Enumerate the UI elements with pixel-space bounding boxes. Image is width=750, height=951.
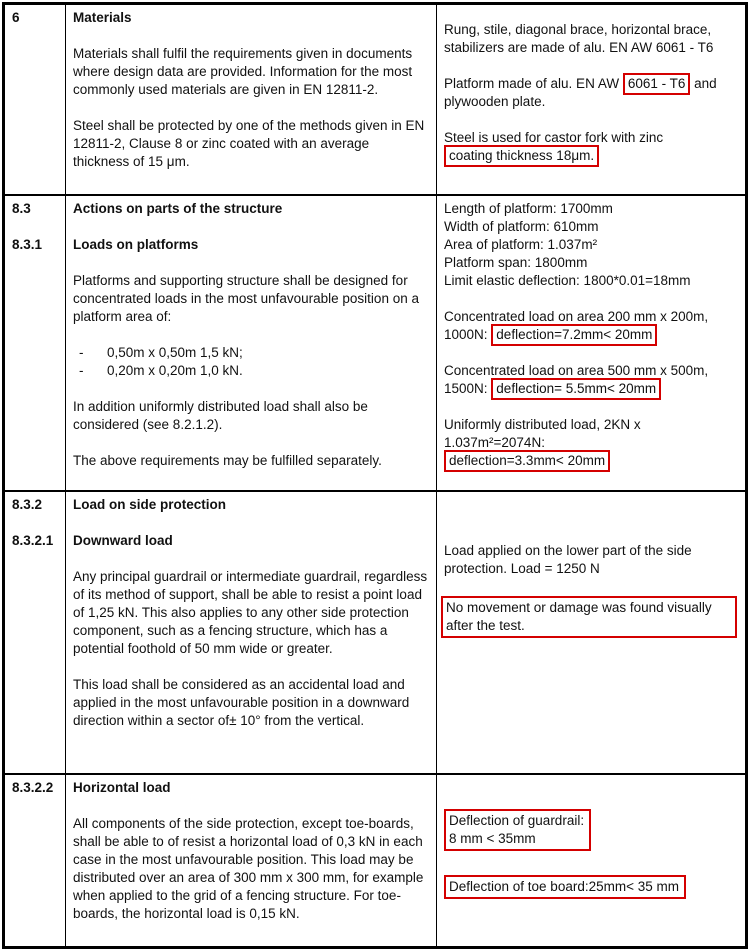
clause-number: 8.3.2.2 <box>12 779 54 795</box>
result-text: and plywooden plate. <box>444 76 717 109</box>
requirement-paragraph: This load shall be considered as an accidental load and applied in the most unfavourable position in a downward direction within a sector of± 10° from the vertical. <box>73 676 410 728</box>
highlight-box <box>444 809 591 851</box>
result-cell <box>437 5 746 195</box>
result-cell <box>437 195 746 491</box>
highlight-box: coating thickness 18μm. <box>444 145 599 167</box>
highlight-box: 6061 - T6 <box>623 73 691 95</box>
result-paragraph <box>444 452 737 470</box>
list-marker: - <box>79 362 84 378</box>
requirement-paragraph: In addition uniformly distributed load shall also be considered (see 8.2.1.2). <box>73 398 368 432</box>
spec-line: Limit elastic deflection: 1800*0.01=18mm <box>444 272 691 288</box>
result-paragraph <box>444 308 737 344</box>
spacer <box>444 851 737 875</box>
table-row <box>5 195 746 491</box>
clause-number: 8.3.2 <box>12 496 43 512</box>
requirement-cell <box>66 491 437 774</box>
section-cell <box>5 491 66 774</box>
requirement-paragraph: Any principal guardrail or intermediate guardrail, regardless of its method of support, shall be able to resist a point load of 1,25 kN. This also applies to any other side protection component, such as a fencing structure, which has a potential foothold of 50 mm wide or greater. <box>73 568 428 656</box>
table-row <box>5 5 746 195</box>
requirement-paragraph: All components of the side protection, except toe-boards, shall be able to of resist a horizontal load of 0,3 kN in each case in the most unfavourable position. This load may be distributed over an area of 300 mm x 300 mm, for example when applied to the grid of a fencing structure. For toe-boards, the horizontal load is 0,15 kN. <box>73 815 424 921</box>
highlight-box: deflection=7.2mm< 20mm <box>491 324 657 346</box>
section-cell <box>5 774 66 947</box>
result-paragraph <box>444 129 737 165</box>
list-marker: - <box>79 344 84 360</box>
clause-number: 8.3.1 <box>12 236 43 252</box>
result-text: Platform made of alu. EN AW <box>444 76 623 91</box>
spec-line: Width of platform: 610mm <box>444 218 599 234</box>
clause-title: Loads on platforms <box>73 236 199 252</box>
requirements-results-table <box>4 4 746 947</box>
requirement-paragraph: Materials shall fulfil the requirements given in documents where design data are provided. Information for the most commonly used materials are given in EN 12811-2. <box>73 46 413 97</box>
table-row <box>5 774 746 947</box>
requirement-paragraph: Platforms and supporting structure shall be designed for concentrated loads in the most unfavourable position on a platform area of: <box>73 272 419 324</box>
highlight-box: Deflection of toe board:25mm< 35 mm <box>444 875 686 899</box>
result-text: 8 mm < 35mm <box>449 830 536 846</box>
result-cell <box>437 491 746 774</box>
highlight-box: deflection=3.3mm< 20mm <box>444 450 610 472</box>
highlight-box: No movement or damage was found visually after the test. <box>441 596 737 638</box>
clause-number: 8.3 <box>12 200 31 216</box>
highlight-box: deflection= 5.5mm< 20mm <box>491 378 661 400</box>
result-paragraph: Rung, stile, diagonal brace, horizontal brace, stabilizers are made of alu. EN AW 6061 - T6 <box>444 22 714 55</box>
clause-title: Downward load <box>73 532 173 548</box>
requirement-cell <box>66 195 437 491</box>
requirement-list-item <box>73 362 428 380</box>
result-paragraph: Uniformly distributed load, 2KN x 1.037m²=2074N: <box>444 416 641 450</box>
clause-title: Horizontal load <box>73 779 171 795</box>
list-text: 0,20m x 0,20m 1,0 kN. <box>107 362 243 378</box>
list-text: 0,50m x 0,50m 1,5 kN; <box>107 344 243 360</box>
requirement-cell <box>66 774 437 947</box>
requirement-paragraph: Steel shall be protected by one of the methods given in EN 12811-2, Clause 8 or zinc coated with an average thickness of 15 μm. <box>73 118 425 169</box>
spec-line: Platform span: 1800mm <box>444 254 588 270</box>
result-text: Steel is used for castor fork with zinc <box>444 130 664 145</box>
result-cell <box>437 774 746 947</box>
requirement-cell <box>66 5 437 195</box>
clause-title: Materials <box>73 10 132 25</box>
requirement-list-item <box>73 344 428 362</box>
result-paragraph: Load applied on the lower part of the side protection. Load = 1250 N <box>444 542 692 576</box>
clause-number: 6 <box>12 10 20 25</box>
result-paragraph <box>444 362 737 398</box>
clause-title: Load on side protection <box>73 496 227 512</box>
result-paragraph <box>444 75 737 111</box>
clause-title: Actions on parts of the structure <box>73 200 283 216</box>
test-report-table <box>2 2 748 949</box>
result-text: Concentrated load on area 500 mm x 500m, 1500N: <box>444 362 709 396</box>
section-cell <box>5 5 66 195</box>
result-text: Concentrated load on area 200 mm x 200m, 1000N: <box>444 308 709 342</box>
spec-line: Area of platform: 1.037m² <box>444 236 598 252</box>
requirement-paragraph: The above requirements may be fulfilled separately. <box>73 452 382 468</box>
spec-line: Length of platform: 1700mm <box>444 200 613 216</box>
table-row <box>5 491 746 774</box>
section-cell <box>5 195 66 491</box>
result-text: Deflection of guardrail: <box>449 812 585 828</box>
clause-number: 8.3.2.1 <box>12 532 54 548</box>
